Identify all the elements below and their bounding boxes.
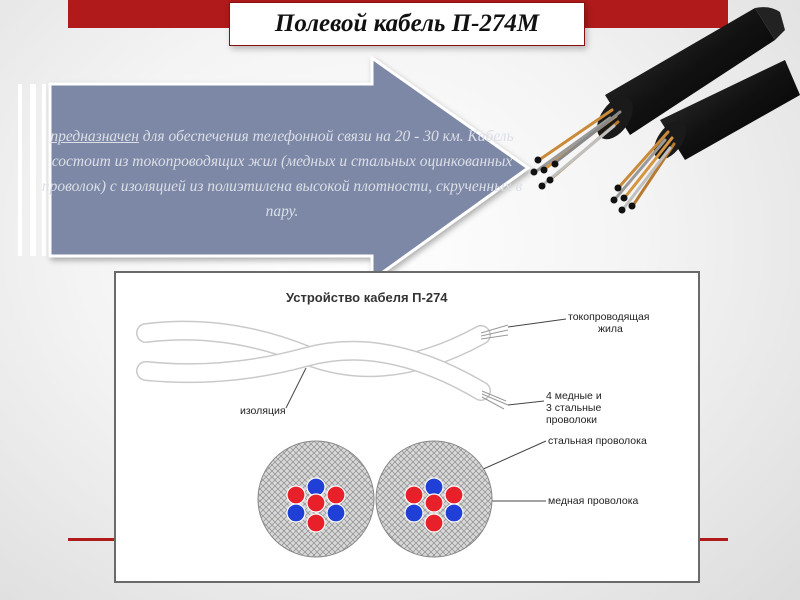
label-conductor (568, 311, 650, 335)
label-wires (546, 390, 602, 426)
label-wires-line2: 3 стальные (546, 402, 602, 414)
label-conductor-line1: токопроводящая (568, 311, 650, 323)
slide-title: Полевой кабель П-274М (274, 10, 540, 37)
label-wires-line1: 4 медные и (546, 390, 602, 402)
description-text: для обеспечения телефонной связи на 20 - 30 км. Кабель состоит из токопроводящих жил (медных и стальных оцинкованных проволок) с изоляцией из полиэтилена высокой плотности, скрученных в пару. (41, 128, 523, 220)
label-wires-line3: проволоки (546, 414, 597, 426)
label-steel-wire: стальная проволока (548, 435, 647, 447)
label-copper-wire: медная проволока (548, 495, 639, 507)
cable-photo (500, 0, 800, 240)
cable-description (32, 124, 532, 224)
cable-structure-diagram (114, 271, 700, 583)
label-insulation: изоляция (240, 405, 286, 417)
diagram-title: Устройство кабеля П-274 (286, 290, 448, 305)
label-conductor-line2: жила (598, 323, 623, 335)
description-lead: предназначен (50, 128, 139, 145)
